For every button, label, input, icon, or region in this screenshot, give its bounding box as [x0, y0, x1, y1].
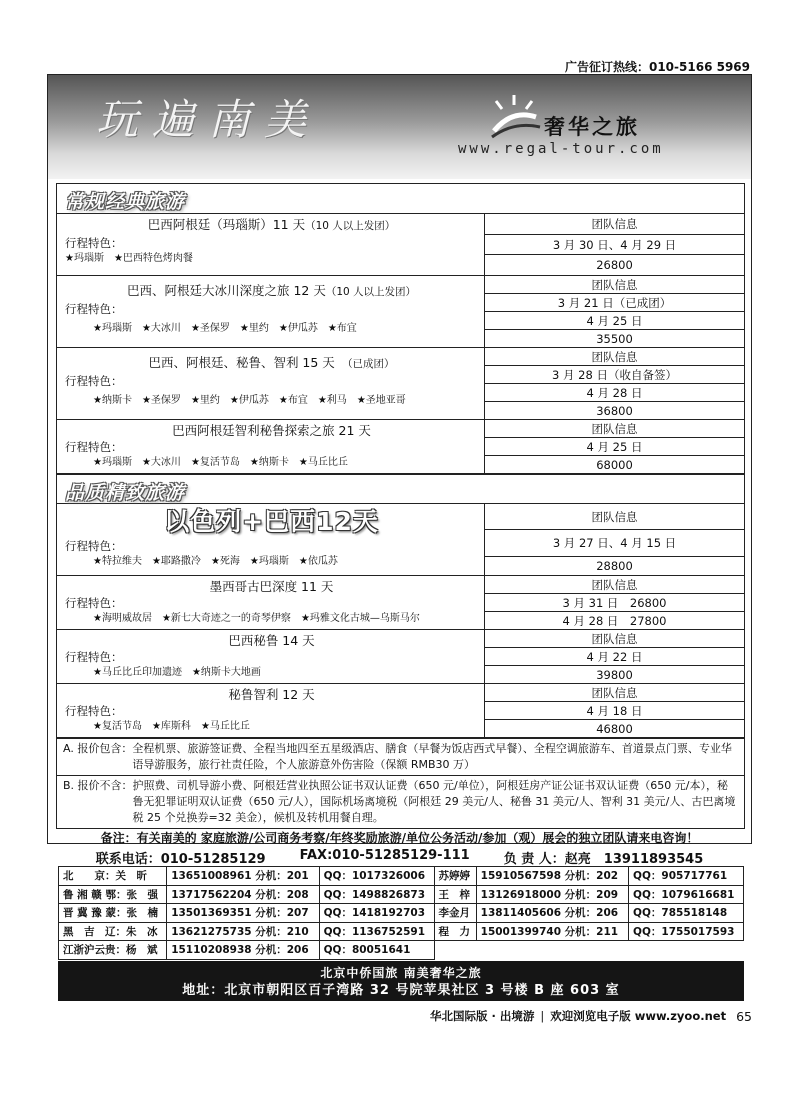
staff-region: 晋 冀 豫 蒙：张 楠: [59, 904, 167, 923]
feature-list: ★马丘比丘印加遗迹 ★纳斯卡大地画: [93, 667, 261, 678]
tour-title: 巴西、阿根廷大冰川深度之旅 12 天（10 人以上发团）: [126, 283, 417, 298]
table-row: [59, 867, 744, 886]
tour-title: 巴西秘鲁 14 天: [228, 633, 315, 648]
staff-qq: QQ：1136752591: [319, 922, 434, 941]
contact-phone: 联系电话：010-51285129: [95, 852, 266, 867]
staff-phone: 13811405606 分机：206: [476, 904, 628, 923]
agency-address: 地址：北京市朝阳区百子湾路 32 号院苹果社区 3 号楼 B 座 603 室: [182, 983, 620, 998]
tour-row: [57, 630, 744, 684]
tour-price: 46800: [596, 721, 633, 736]
banner: [48, 75, 751, 179]
staff-region: 北 京：关 昕: [59, 867, 167, 886]
section-classic: [57, 184, 744, 214]
staff-region: 鲁 湘 赣 鄂：张 强: [59, 885, 167, 904]
tour-title: 巴西、阿根廷、秘鲁、智利 15 天 （已成团）: [148, 355, 395, 370]
tour-row: [57, 504, 744, 576]
footer-bar: [58, 961, 744, 1001]
banner-title: 玩遍南美: [96, 95, 321, 144]
team-info-label: 团队信息: [485, 276, 744, 294]
feature-label: 行程特色：: [65, 440, 123, 454]
main-frame: [47, 74, 752, 844]
team-info-label: 团队信息: [485, 420, 744, 438]
tour-row: [57, 576, 744, 630]
staff-name: 程 力: [434, 922, 476, 941]
tour-title: 巴西阿根廷（玛瑙斯）11 天（10 人以上发团）: [147, 217, 396, 232]
tour-price: 26800: [596, 258, 633, 273]
staff-table: [58, 866, 744, 960]
footer-separator: |: [540, 1009, 545, 1023]
page-number: 65: [736, 1008, 752, 1024]
tour-title: 巴西阿根廷智利秘鲁探索之旅 21 天: [172, 423, 371, 438]
staff-qq: QQ：1418192703: [319, 904, 434, 923]
staff-qq: QQ：1079616681: [629, 885, 744, 904]
price-include: [57, 738, 744, 775]
staff-empty: [629, 941, 744, 960]
staff-qq: QQ：80051641: [319, 941, 434, 960]
feature-label: 行程特色：: [65, 302, 123, 316]
feature-list: ★玛瑙斯 ★大冰川 ★复活节岛 ★纳斯卡 ★马丘比丘: [93, 457, 348, 468]
table-row: [59, 904, 744, 923]
staff-name: 王 梓: [434, 885, 476, 904]
table-row: [59, 885, 744, 904]
team-info-label: 团队信息: [485, 214, 744, 235]
price-exclude-text: 护照费、司机导游小费、阿根廷营业执照公证书双认证费（650 元/单位），阿根廷房产证公证书双认证费（650 元/本），秘鲁无犯罪证明双认证费（650 元/人），国际机场离境税（阿根廷 29 美元/人、秘鲁 31 美元/人、智利 31 美元/人、古巴离境税 25 个兑换券=32 美金），候机及转机用餐自理。: [132, 779, 736, 824]
tour-price: 28800: [596, 558, 633, 573]
staff-phone: 13621275735 分机：210: [167, 922, 319, 941]
tour-dates: 3 月 21 日（已成团）: [485, 294, 744, 312]
tour-dates: 4 月 22 日: [485, 648, 744, 666]
staff-qq: QQ：1017326006: [319, 867, 434, 886]
section-quality-title: 品质精致旅游: [65, 482, 186, 504]
team-info-label: 团队信息: [485, 576, 744, 594]
price-exclude: [57, 775, 744, 828]
staff-qq: QQ：1755017593: [629, 922, 744, 941]
staff-empty: [476, 941, 628, 960]
contact-line: [47, 848, 752, 867]
ad-hotline: 广告征订热线：010-5166 5969: [564, 60, 750, 74]
tour-dates: 3 月 31 日 26800: [485, 594, 744, 612]
staff-region: 黑 吉 辽：朱 冰: [59, 922, 167, 941]
tour-title: 秘鲁智利 12 天: [228, 687, 315, 702]
feature-list: ★玛瑙斯 ★巴西特色烤肉餐: [65, 253, 193, 264]
staff-qq: QQ：785518148: [629, 904, 744, 923]
feature-label: 行程特色：: [65, 596, 123, 610]
brand-url[interactable]: www.regal-tour.com: [458, 141, 664, 157]
tour-row: [57, 214, 744, 276]
table-row: [59, 941, 744, 960]
contact-fax: FAX:010-51285129-111: [299, 848, 470, 863]
staff-phone: 15001399740 分机：211: [476, 922, 628, 941]
staff-phone: 13717562204 分机：208: [167, 885, 319, 904]
tour-row: [57, 276, 744, 348]
feature-label: 行程特色：: [65, 650, 123, 664]
staff-region: 江浙沪云贵：杨 斌: [59, 941, 167, 960]
staff-qq: QQ：905717761: [629, 867, 744, 886]
tour-row: [57, 420, 744, 474]
feature-label: 行程特色：: [65, 704, 123, 718]
staff-name: 苏婷婷: [434, 867, 476, 886]
tour-title: 以色列+巴西12天: [164, 507, 379, 536]
staff-phone: 13126918000 分机：209: [476, 885, 628, 904]
staff-phone: 15110208938 分机：206: [167, 941, 319, 960]
tour-dates: 4 月 18 日: [485, 702, 744, 720]
brand-name: 奢华之旅: [544, 114, 640, 139]
section-classic-title: 常规经典旅游: [65, 191, 186, 213]
feature-list: ★复活节岛 ★库斯科 ★马丘比丘: [93, 721, 250, 732]
staff-phone: 13651008961 分机：201: [167, 867, 319, 886]
price-include-label: A. 报价包含：: [63, 742, 133, 755]
tour-dates: 4 月 28 日: [485, 384, 744, 402]
tour-price: 35500: [596, 331, 633, 346]
price-exclude-label: B. 报价不含：: [63, 779, 133, 792]
staff-empty: [434, 941, 476, 960]
staff-qq: QQ：1498826873: [319, 885, 434, 904]
tour-dates: 4 月 25 日: [485, 312, 744, 330]
tour-title: 墨西哥古巴深度 11 天: [209, 579, 334, 594]
team-info-label: 团队信息: [485, 684, 744, 702]
tour-row: [57, 684, 744, 738]
tour-price: 36800: [596, 403, 633, 418]
tour-row: [57, 348, 744, 420]
tour-dates: 4 月 25 日: [485, 438, 744, 456]
team-info-label: 团队信息: [485, 504, 744, 530]
tour-dates: 3 月 30 日、4 月 29 日: [485, 235, 744, 256]
welcome-link[interactable]: 欢迎浏览电子版 www.zyoo.net: [550, 1009, 727, 1023]
staff-phone: 15910567598 分机：202: [476, 867, 628, 886]
feature-list: ★纳斯卡 ★圣保罗 ★里约 ★伊瓜苏 ★布宜 ★利马 ★圣地亚哥: [93, 395, 406, 406]
section-quality: [57, 474, 744, 504]
feature-list: ★海明威故居 ★新七大奇迹之一的奇琴伊察 ★玛雅文化古城—乌斯马尔: [93, 613, 420, 624]
agency-name: 北京中侨国旅 南美奢华之旅: [320, 966, 482, 980]
contact-person: 负 责 人：赵亮 13911893545: [503, 852, 704, 867]
staff-phone: 13501369351 分机：207: [167, 904, 319, 923]
tour-dates: 4 月 28 日 27800: [562, 613, 667, 628]
feature-label: 行程特色：: [65, 374, 123, 388]
tour-price: 39800: [596, 667, 633, 682]
tour-dates: 3 月 27 日、4 月 15 日: [485, 530, 744, 556]
team-info-label: 团队信息: [485, 348, 744, 366]
staff-name: 李金月: [434, 904, 476, 923]
tour-price: 68000: [596, 457, 633, 472]
page-footer: [430, 1008, 752, 1024]
remark: 备注：有关南美的 家庭旅游/公司商务考察/年终奖励旅游/单位公务活动/参加（观）展会的独立团队请来电咨询！: [100, 831, 699, 845]
table-row: [59, 922, 744, 941]
team-info-label: 团队信息: [485, 630, 744, 648]
publication-name: 华北国际版 · 出境游: [429, 1009, 535, 1023]
feature-label: 行程特色：: [65, 539, 123, 553]
feature-label: 行程特色：: [65, 236, 123, 250]
tour-tables: [56, 183, 745, 829]
tour-dates: 3 月 28 日（收自备签）: [485, 366, 744, 384]
feature-list: ★玛瑙斯 ★大冰川 ★圣保罗 ★里约 ★伊瓜苏 ★布宜: [93, 323, 357, 334]
price-include-text: 全程机票、旅游签证费、全程当地四至五星级酒店、膳食（早餐为饭店西式早餐）、全程空调旅游车、首道景点门票、专业华语导游服务，旅行社责任险，个人旅游意外伤害险（保额 RMB30 万）: [132, 742, 732, 771]
feature-list: ★特拉维夫 ★耶路撒冷 ★死海 ★玛瑙斯 ★依瓜苏: [93, 556, 338, 567]
